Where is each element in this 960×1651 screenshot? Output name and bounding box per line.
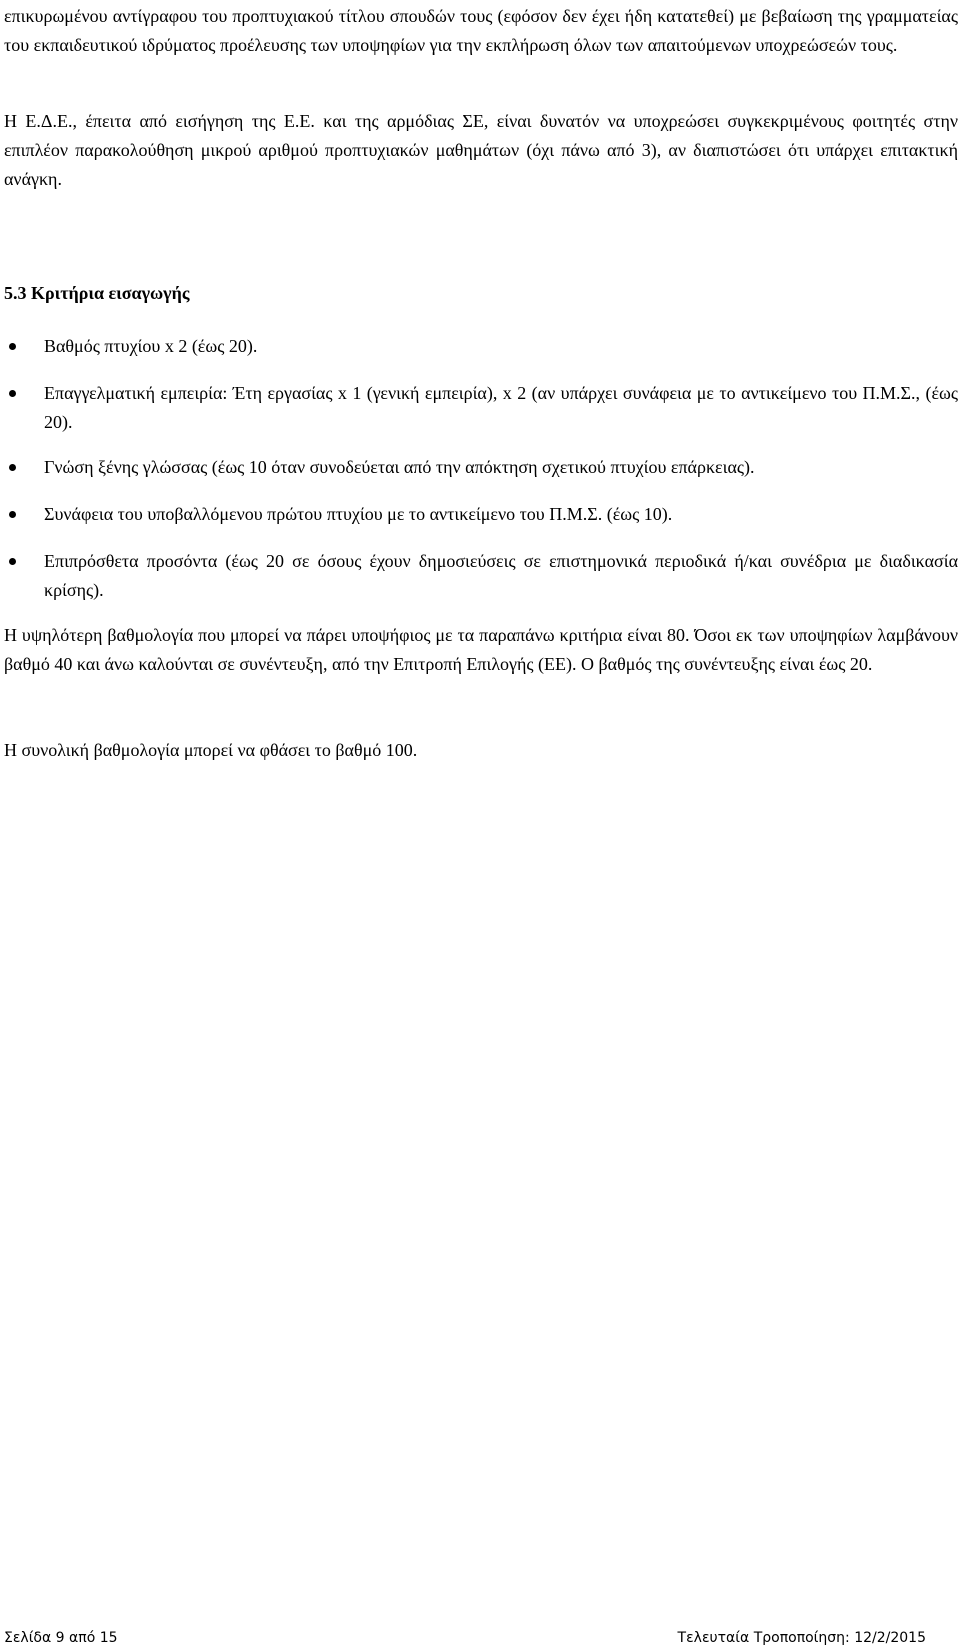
paragraph-intro-continued: επικυρωμένου αντίγραφου του προπτυχιακού τίτλου σπουδών τους (εφόσον δεν έχει ήδη κατατεθεί) με βεβαίωση της γραμματείας του εκπαιδευτικού ιδρύματος προέλευσης των υποψηφίων για την εκπλήρωση όλων των απαιτούμενων υποχρεώσεών τους.	[4, 6, 958, 55]
list-item-text: Συνάφεια του υποβαλλόμενου πρώτου πτυχίου με το αντικείμενο του Π.Μ.Σ. (έως 10).	[44, 504, 673, 524]
list-item-text: Βαθμός πτυχίου x 2 (έως 20).	[44, 336, 258, 356]
bullet-icon	[9, 464, 16, 471]
list-item-text: Επιπρόσθετα προσόντα (έως 20 σε όσους έχουν δημοσιεύσεις σε επιστημονικά περιοδικά ή/και συνέδρια με διαδικασία κρίσης).	[44, 551, 958, 600]
list-item-text: Γνώση ξένης γλώσσας (έως 10 όταν συνοδεύεται από την απόκτηση σχετικού πτυχίου επάρκειας).	[44, 457, 755, 477]
bullet-icon	[9, 558, 16, 565]
section-heading: 5.3 Κριτήρια εισαγωγής	[4, 283, 190, 303]
paragraph-total: Η συνολική βαθμολογία μπορεί να φθάσει το βαθμό 100.	[4, 740, 418, 760]
page-footer	[0, 1629, 960, 1651]
last-modified-date: Τελευταία Τροποποίηση: 12/2/2015	[677, 1630, 926, 1646]
bullet-icon	[9, 390, 16, 397]
paragraph-ede: Η Ε.Δ.Ε., έπειτα από εισήγηση της Ε.Ε. και της αρμόδιας ΣΕ, είναι δυνατόν να υποχρεώσει συγκεκριμένους φοιτητές στην επιπλέον παρακολούθηση μικρού αριθμού προπτυχιακών μαθημάτων (όχι πάνω από 3), αν διαπιστώσει ότι υπάρχει επιτακτική ανάγκη.	[4, 111, 958, 189]
paragraph-scoring: Η υψηλότερη βαθμολογία που μπορεί να πάρει υποψήφιος με τα παραπάνω κριτήρια είναι 80. Όσοι εκ των υποψηφίων λαμβάνουν βαθμό 40 και άνω καλούνται σε συνέντευξη, από την Επιτροπή Επιλογής (ΕΕ). Ο βαθμός της συνέντευξης είναι έως 20.	[4, 625, 958, 674]
list-item-text: Επαγγελματική εμπειρία: Έτη εργασίας x 1 (γενική εμπειρία), x 2 (αν υπάρχει συνάφεια με το αντικείμενο του Π.Μ.Σ., (έως 20).	[44, 383, 958, 432]
bullet-icon	[9, 343, 16, 350]
page-number: Σελίδα 9 από 15	[4, 1630, 118, 1646]
bullet-icon	[9, 511, 16, 518]
